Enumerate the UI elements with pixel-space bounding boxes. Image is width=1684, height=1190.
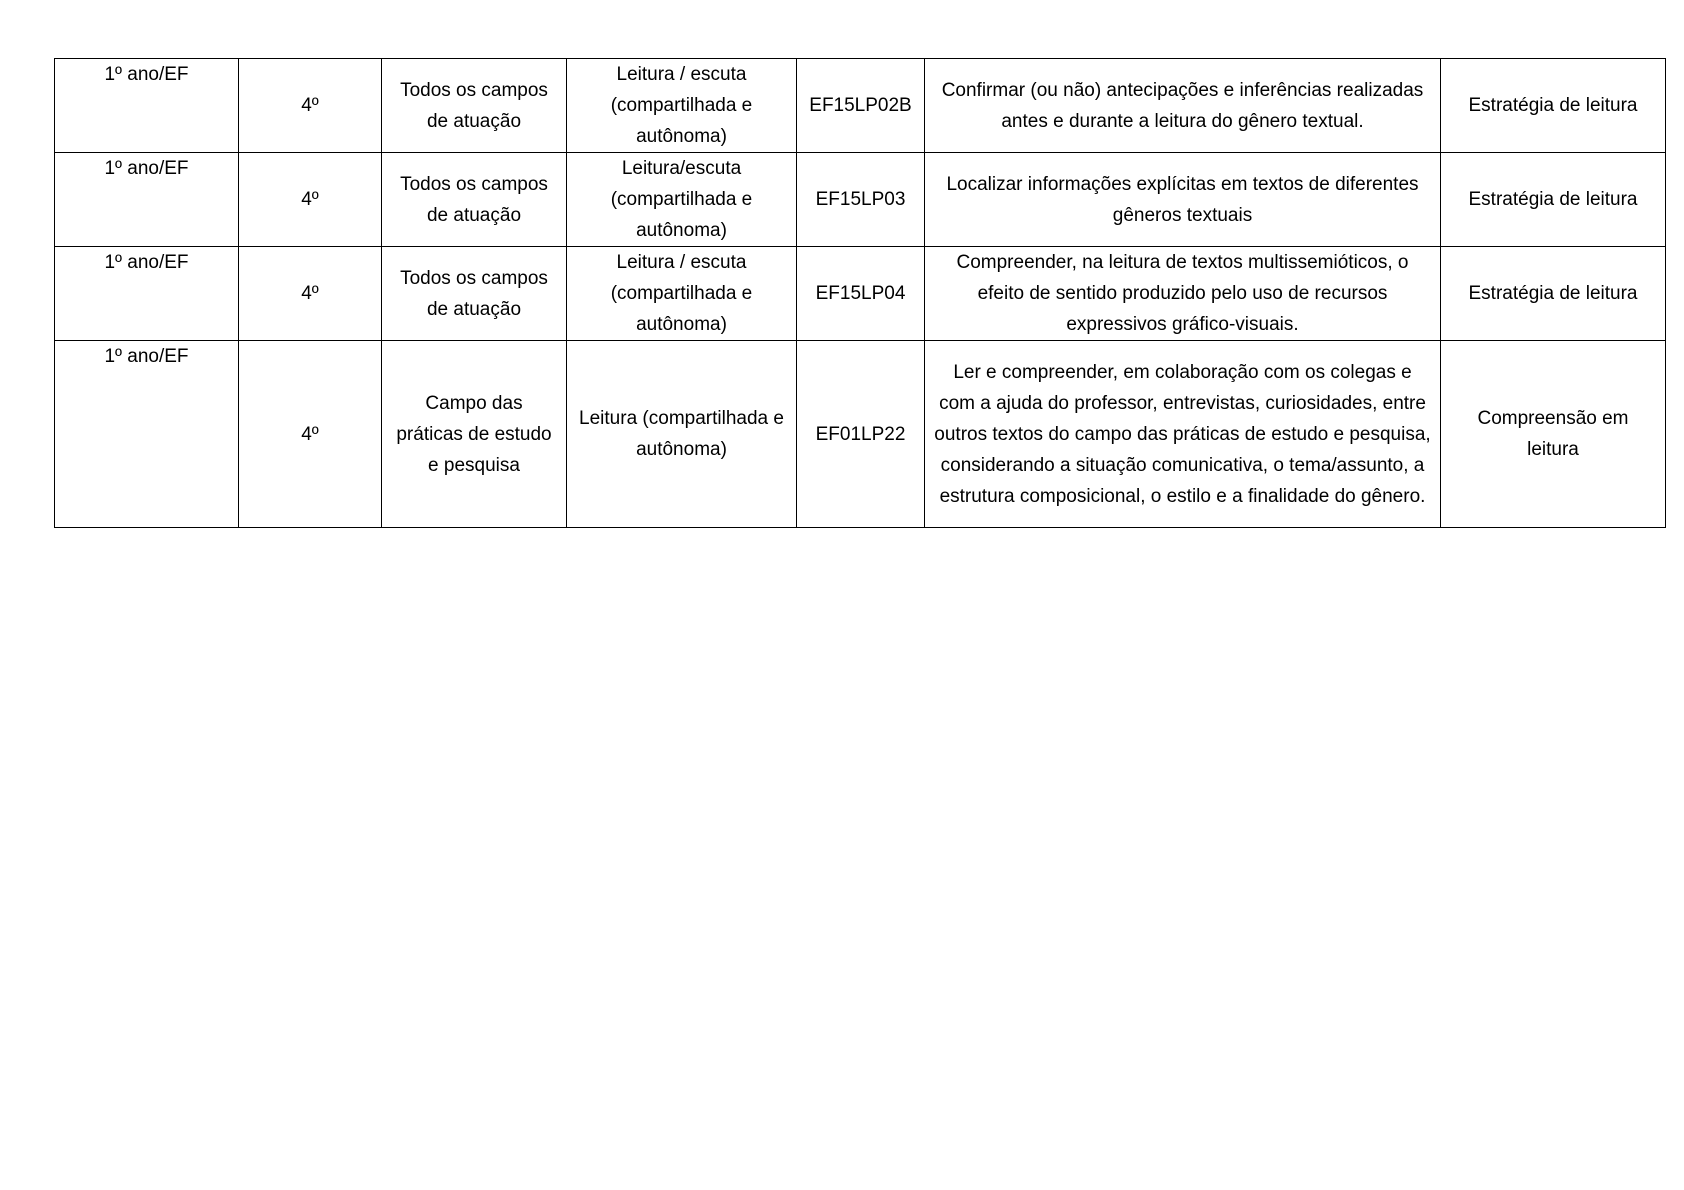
campo-cell [382, 59, 567, 153]
bimestre-text: 4º [301, 283, 319, 304]
objeto-text: Estratégia de leitura [1468, 283, 1638, 304]
bimestre-text: 4º [301, 189, 319, 210]
pratica-cell [567, 59, 797, 153]
habilidade-text: Compreender, na leitura de textos multissemióticos, o efeito de sentido produzido pelo uso de recursos expressivos gráfico-visuais. [956, 252, 1409, 335]
ano-cell [55, 341, 239, 528]
habilidade-text: Confirmar (ou não) antecipações e inferências realizadas antes e durante a leitura do gênero textual. [941, 79, 1424, 132]
ano-cell [55, 59, 239, 153]
codigo-cell [797, 153, 925, 247]
campo-text: Campo das práticas de estudo e pesquisa [396, 392, 552, 476]
codigo-cell [797, 341, 925, 528]
habilidade-cell [925, 59, 1441, 153]
objeto-cell [1441, 59, 1666, 153]
table-row [55, 153, 1666, 247]
habilidade-cell [925, 247, 1441, 341]
ano-text: 1º ano/EF [104, 252, 189, 273]
habilidade-cell [925, 153, 1441, 247]
codigo-cell [797, 247, 925, 341]
campo-text: Todos os campos de atuação [400, 79, 548, 132]
pratica-cell [567, 153, 797, 247]
pratica-cell [567, 341, 797, 528]
bimestre-text: 4º [301, 95, 319, 116]
objeto-cell [1441, 247, 1666, 341]
campo-text: Todos os campos de atuação [400, 267, 548, 320]
ano-text: 1º ano/EF [104, 64, 189, 85]
pratica-text: Leitura / escuta (compartilhada e autônoma) [610, 252, 753, 335]
table-row [55, 247, 1666, 341]
ano-text: 1º ano/EF [104, 346, 189, 367]
curriculum-table [54, 58, 1666, 528]
pratica-text: Leitura (compartilhada e autônoma) [579, 408, 784, 460]
pratica-cell [567, 247, 797, 341]
codigo-text: EF15LP04 [815, 283, 906, 304]
habilidade-cell [925, 341, 1441, 528]
bimestre-cell [239, 59, 382, 153]
bimestre-cell [239, 341, 382, 528]
ano-cell [55, 153, 239, 247]
objeto-cell [1441, 341, 1666, 528]
objeto-text: Estratégia de leitura [1468, 95, 1638, 116]
pratica-text: Leitura / escuta (compartilhada e autônoma) [610, 64, 753, 147]
pratica-text: Leitura/escuta (compartilhada e autônoma) [610, 158, 753, 241]
campo-cell [382, 247, 567, 341]
table-row [55, 341, 1666, 528]
campo-cell [382, 153, 567, 247]
codigo-text: EF15LP02B [809, 95, 912, 116]
objeto-text: Compreensão em leitura [1477, 408, 1629, 460]
table-row [55, 59, 1666, 153]
bimestre-text: 4º [301, 423, 319, 445]
habilidade-text: Ler e compreender, em colaboração com os colegas e com a ajuda do professor, entrevistas, curiosidades, entre outros textos do campo das práticas de estudo e pesquisa, considerando a situação comunicativa, o tema/assunto, a estrutura composicional, o estilo e a finalidade do gênero. [934, 361, 1431, 507]
bimestre-cell [239, 153, 382, 247]
codigo-text: EF01LP22 [815, 423, 906, 445]
objeto-text: Estratégia de leitura [1468, 189, 1638, 210]
objeto-cell [1441, 153, 1666, 247]
ano-cell [55, 247, 239, 341]
ano-text: 1º ano/EF [104, 158, 189, 179]
campo-text: Todos os campos de atuação [400, 173, 548, 226]
codigo-cell [797, 59, 925, 153]
codigo-text: EF15LP03 [815, 189, 906, 210]
habilidade-text: Localizar informações explícitas em textos de diferentes gêneros textuais [946, 173, 1419, 226]
campo-cell [382, 341, 567, 528]
bimestre-cell [239, 247, 382, 341]
